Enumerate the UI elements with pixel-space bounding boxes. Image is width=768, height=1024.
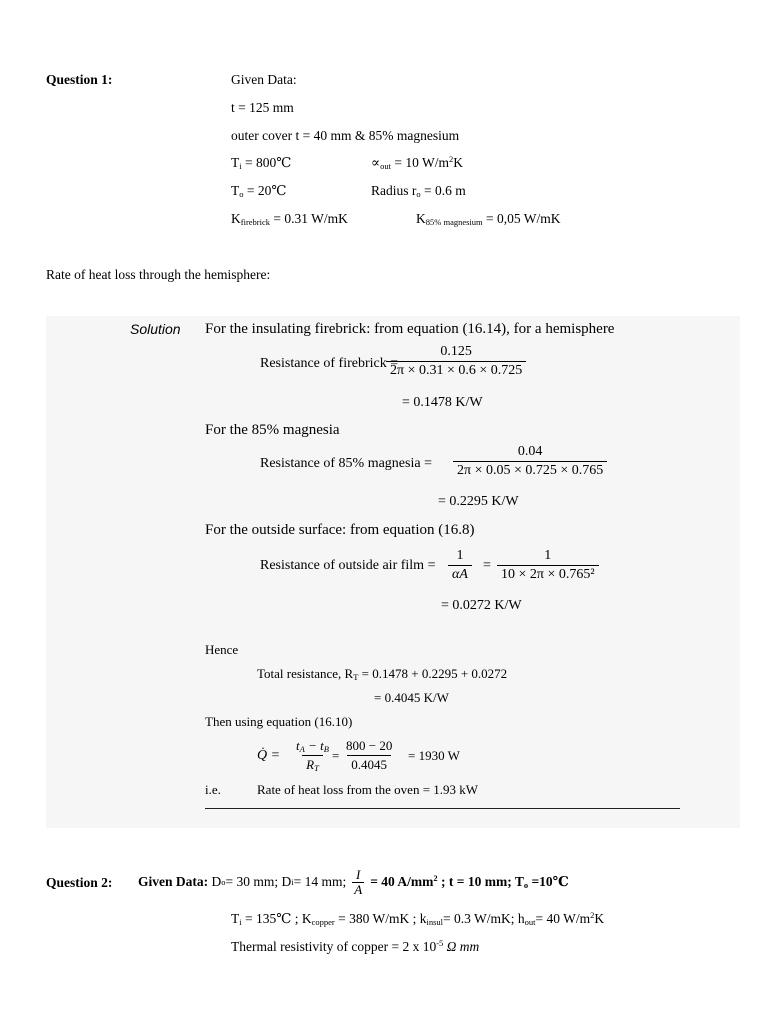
current-density-fraction: $\frac{I}{A}$: [354, 866, 363, 897]
q-dot-label: Q̇ =: [257, 748, 281, 763]
firebrick-label: Resistance of firebrick =: [260, 356, 399, 371]
solution-line-firebrick: For the insulating firebrick: from equation (16.14), for a hemisphere: [205, 321, 615, 337]
question-2-label: Question 2:: [46, 875, 113, 890]
total-resistance-result: = 0.4045 K/W: [374, 690, 449, 705]
scanned-solution: [46, 316, 740, 828]
q-fraction-1: $\frac{t_A - t_B}{R_T}$: [296, 738, 329, 773]
q1-alpha-out: $\propto_{out} = 10$ $W/m^2K$: [371, 154, 464, 171]
q-equals: =: [332, 748, 340, 763]
q1-to: $T_o$ = 20℃: [231, 183, 287, 199]
airfilm-label: Resistance of outside air film =: [260, 558, 436, 573]
q1-radius: Radius $r_o = 0.6$ m: [371, 183, 466, 199]
q1-k-firebrick: $K_{firebrick} = 0.31$ W/mK: [231, 211, 348, 227]
q-fraction-2: $\frac{800 - 20}{0.4045}$: [346, 738, 393, 772]
final-result: Rate of heat loss from the oven = 1.93 kW: [257, 782, 479, 797]
airfilm-fraction-2: $\frac{1}{\text{10 × 2π × 0.765²}}$: [497, 548, 599, 583]
q2-second-line: $T_i$ = 135℃ ; $K_{copper} = 380$ W/mK ; $k_{insul}= 0.3$ W/mK; $h_{out}= 40$ $W/m^2K$: [231, 910, 605, 927]
solution-label: Solution: [130, 321, 181, 337]
q1-outer-cover: outer cover t = 40 mm & 85% magnesium: [231, 128, 460, 143]
question-1-label: Question 1:: [46, 72, 113, 87]
magnesia-fraction: $\frac{0.04}{2\pi \times 0.05 \times 0.725 \times 0.765}$: [453, 444, 607, 479]
q2-resistivity: Thermal resistivity of copper = 2 x $10^{-5}$ Ω mm: [231, 938, 480, 954]
solution-underline: [205, 808, 680, 809]
q1-ti: $T_i$ = 800℃: [231, 155, 292, 171]
q1-thickness: t = 125 mm: [231, 100, 294, 115]
airfilm-fraction-1: $\frac{1}{\alpha A}$: [448, 548, 472, 583]
airfilm-result: = 0.0272 K/W: [441, 598, 522, 613]
q1-rate-heading: Rate of heat loss through the hemisphere:: [46, 267, 271, 282]
then-text: Then using equation (16.10): [205, 714, 353, 729]
q1-given-heading: Given Data:: [231, 72, 297, 87]
airfilm-equals: =: [483, 558, 491, 573]
ie-text: i.e.: [205, 782, 221, 797]
firebrick-fraction: $\frac{0.125}{2\pi \times 0.31 \times 0.6 \times 0.725}$: [386, 344, 526, 379]
magnesia-label: Resistance of 85% magnesia =: [260, 456, 432, 471]
solution-line-magnesia: For the 85% magnesia: [205, 422, 340, 438]
q2-given-line: Given Data: D o = 30 mm; D i = 14 mm; $\frac{I}{A}$ = 40 $A/mm^2$ ; t = 10 mm; $T_o$ =10℃: [138, 866, 569, 897]
q-result: = 1930 W: [408, 748, 460, 763]
magnesia-result: = 0.2295 K/W: [438, 494, 519, 509]
hence-text: Hence: [205, 642, 239, 657]
q1-k-magnesium: $K_{85\% magnesium} = 0,05$ W/mK: [416, 211, 561, 227]
firebrick-result: = 0.1478 K/W: [402, 395, 483, 410]
total-resistance: Total resistance, $R_T = 0.1478 + 0.2295 + 0.0272$: [257, 666, 508, 682]
solution-line-outside: For the outside surface: from equation (16.8): [205, 522, 475, 538]
